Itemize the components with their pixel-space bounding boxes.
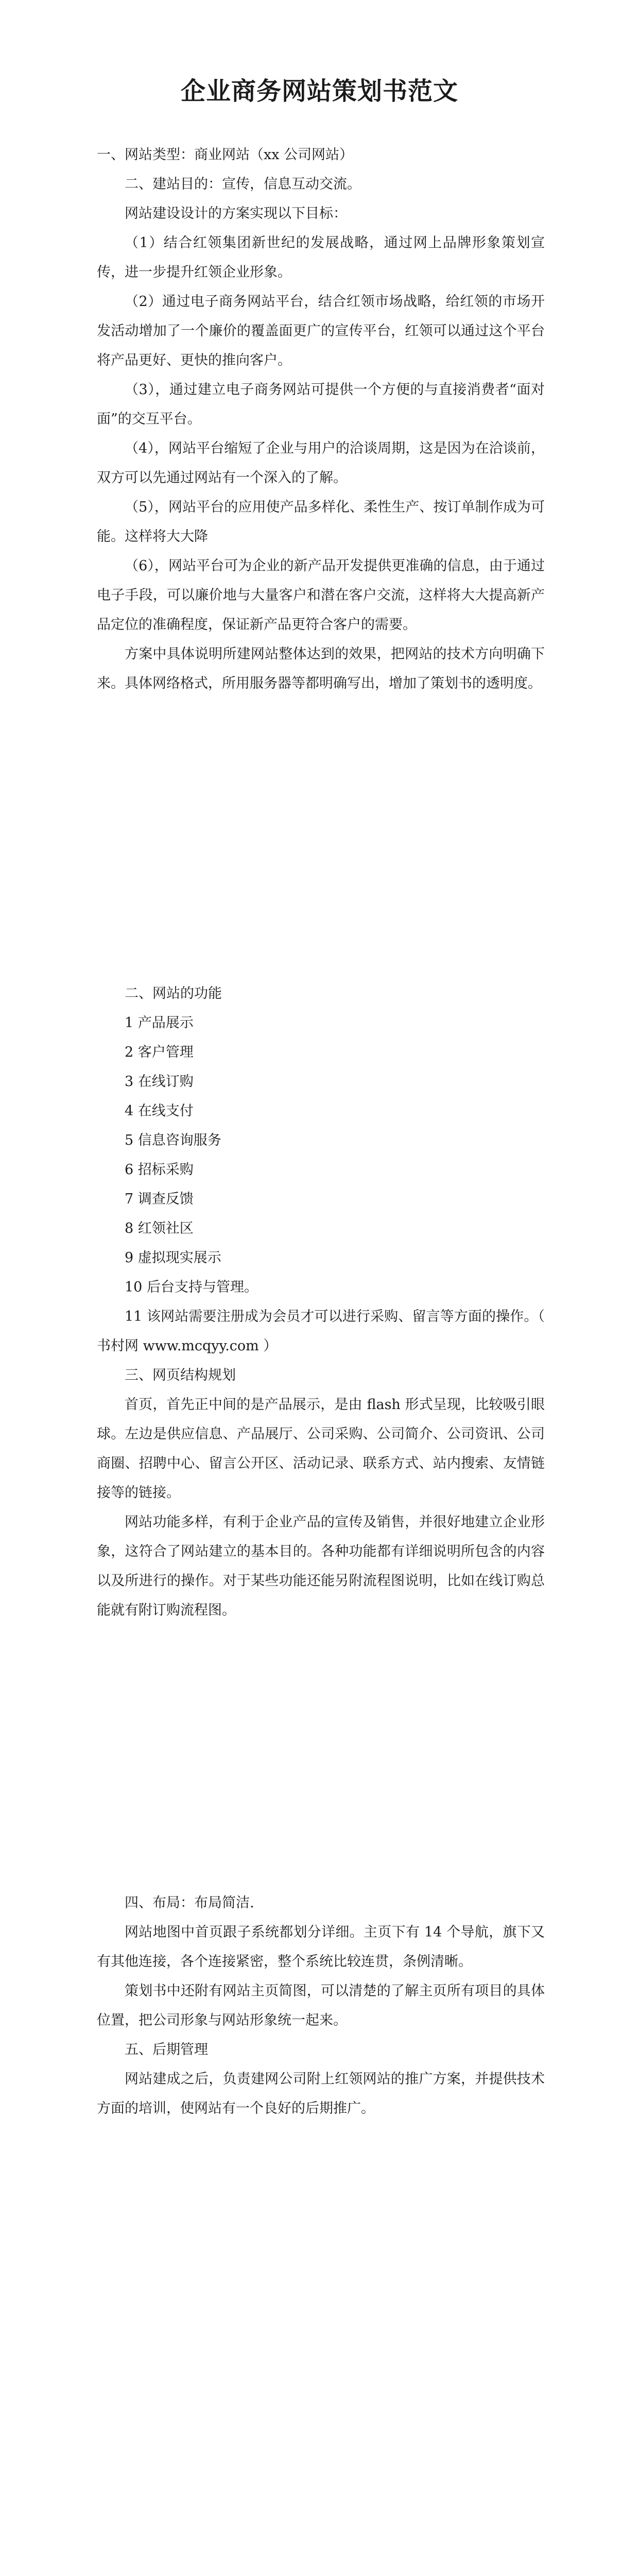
paragraph: 网站地图中首页跟子系统都划分详细。主页下有 14 个导航，旗下又有其他连接，各个连接紧密，整个系统比较连贯，条例清晰。 [97,1924,545,1970]
paragraph: 4 在线支付 [125,1103,194,1119]
paragraph: 2 客户管理 [125,1044,194,1060]
paragraph: 5 信息咨询服务 [125,1132,221,1148]
paragraph: （5），网站平台的应用使产品多样化、柔性生产、按订单制作成为可能。这样将大大降 [97,499,545,545]
paragraph: 10 后台支持与管理。 [125,1279,258,1295]
paragraph: 7 调查反馈 [125,1191,194,1207]
paragraph: 网站建成之后，负责建网公司附上红领网站的推广方案，并提供技术方面的培训，使网站有一个良好的后期推广。 [97,2071,545,2116]
document-title: 企业商务网站策划书范文 [180,77,458,106]
paragraph: 11 该网站需要注册成为会员才可以进行采购、留言等方面的操作。（ 书村网 www.mcqyy.com ） [97,1309,545,1354]
section-goals [97,140,545,698]
paragraph: （3），通过建立电子商务网站可提供一个方便的与直接消费者“面对面”的交互平台。 [97,382,545,427]
paragraph: 三、网页结构规划 [125,1367,236,1383]
paragraph: 网站建设设计的方案实现以下目标： [125,206,347,222]
paragraph: 二、建站目的：宣传，信息互动交流。 [125,176,361,192]
paragraph: 一、网站类型：商业网站（xx 公司网站） [97,147,354,163]
paragraph: 四、布局：布局简洁. [125,1895,254,1911]
paragraph: 1 产品展示 [125,1015,194,1031]
paragraph: 3 在线订购 [125,1074,194,1090]
paragraph: 6 招标采购 [125,1162,194,1178]
paragraph: 9 虚拟现实展示 [125,1250,221,1266]
section-layout-management [97,1888,545,2123]
paragraph: 策划书中还附有网站主页简图，可以清楚的了解主页所有项目的具体位置，把公司形象与网站形象统一起来。 [97,1983,545,2028]
section-functions-structure [97,979,545,1625]
paragraph: 方案中具体说明所建网站整体达到的效果，把网站的技术方向明确下来。具体网络格式，所用服务器等都明确写出，增加了策划书的透明度。 [97,646,545,691]
paragraph: （2）通过电子商务网站平台，结合红领市场战略，给红领的市场开发活动增加了一个廉价的覆盖面更广的宣传平台，红领可以通过这个平台将产品更好、更快的推向客户。 [97,294,545,368]
paragraph: （1）结合红领集团新世纪的发展战略，通过网上品牌形象策划宣传，进一步提升红领企业形象。 [97,235,545,280]
paragraph: 首页，首先正中间的是产品展示，是由 flash 形式呈现，比较吸引眼球。左边是供应信息、产品展厅、公司采购、公司简介、公司资讯、公司商圈、招聘中心、留言公开区、活动记录、联系方式、站内搜索、友情链接等的链接。 [97,1397,545,1501]
paragraph: 二、网站的功能 [125,986,222,1002]
paragraph: 五、后期管理 [125,2042,208,2058]
paragraph: （4），网站平台缩短了企业与用户的洽谈周期，这是因为在洽谈前，双方可以先通过网站有一个深入的了解。 [97,440,545,486]
paragraph: 网站功能多样，有利于企业产品的宣传及销售，并很好地建立企业形象，这符合了网站建立的基本目的。各种功能都有详细说明所包含的内容以及所进行的操作。对于某些功能还能另附流程图说明，比如在线订购总能就有附订购流程图。 [97,1514,545,1618]
paragraph: （6），网站平台可为企业的新产品开发提供更准确的信息，由于通过电子手段，可以廉价地与大量客户和潜在客户交流，这样将大大提高新产品定位的准确程度，保证新产品更符合客户的需要。 [97,558,545,633]
paragraph: 8 红领社区 [125,1221,194,1236]
